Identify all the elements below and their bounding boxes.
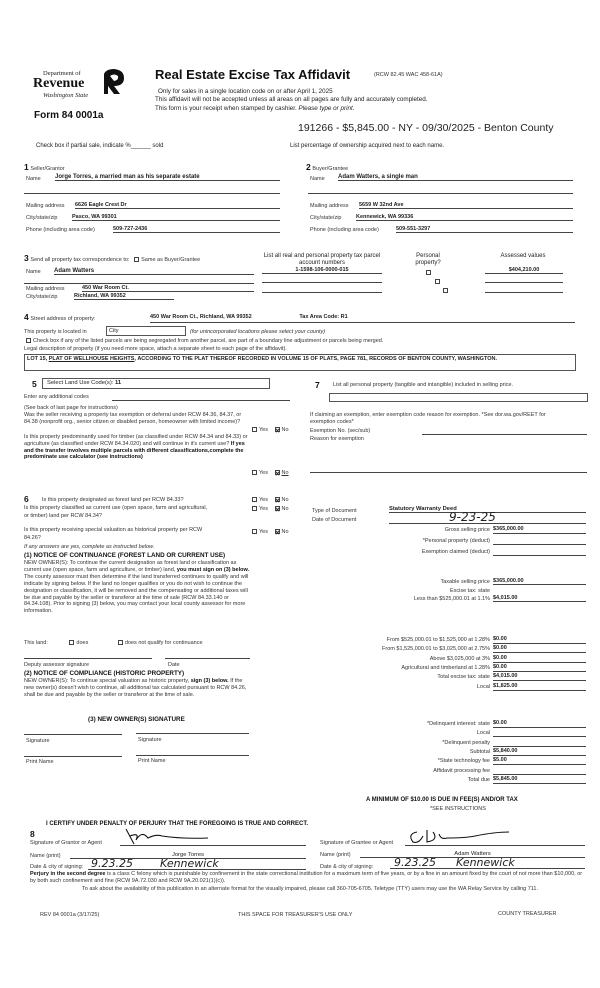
grantor-signing-date: 9.23.25 bbox=[91, 857, 133, 870]
tax-row-field[interactable] bbox=[493, 729, 586, 737]
tax-row-field[interactable]: $5,845.00 bbox=[493, 776, 586, 784]
dor-logo-emblem-icon bbox=[100, 68, 126, 96]
seller-name-label: Name bbox=[26, 176, 41, 182]
tax-row-field[interactable]: $4,015.00 bbox=[493, 673, 586, 681]
grantee-signature-drawing bbox=[405, 826, 515, 846]
correspondence-city-label: City/state/zip bbox=[26, 294, 58, 300]
land-use-code-select[interactable] bbox=[42, 378, 270, 389]
grantee-signing-date: 9.23.25 bbox=[394, 856, 436, 869]
seller-name-line-2[interactable] bbox=[24, 193, 280, 194]
additional-codes-label: Enter any additional codes bbox=[24, 394, 89, 400]
print-name-label-1: Print Name bbox=[26, 759, 54, 765]
grantee-date-city-field[interactable] bbox=[390, 857, 585, 869]
tax-row-field[interactable] bbox=[493, 548, 586, 556]
grantee-signature-label: Signature of Grantee or Agent bbox=[320, 840, 394, 846]
perjury-text: is a class C felony which is punishable by confinement in the state correctional institution for a maximum term of five years, or by a fine in an amount fixed by the court of not more than $10,000, or by both such confinement and fine (RCW 9A.72.030 and RCW 9A.20.021(1)(c)). bbox=[30, 871, 583, 884]
street-address-field[interactable] bbox=[150, 314, 575, 323]
tax-row-field[interactable] bbox=[493, 537, 586, 545]
seller-phone-field[interactable]: 509-727-2436 bbox=[113, 226, 280, 233]
additional-codes-field[interactable] bbox=[112, 400, 290, 401]
tax-calculation bbox=[300, 526, 590, 816]
property-heading bbox=[24, 312, 96, 322]
correspondence-heading bbox=[24, 253, 200, 263]
tax-row-label: Total excise tax: state bbox=[437, 674, 490, 681]
new-owner-signature-field-1[interactable] bbox=[24, 734, 122, 735]
partial-sale-note: Check box if partial sale, indicate %______ sold bbox=[36, 143, 164, 149]
tax-row-field[interactable]: $0.00 bbox=[493, 636, 586, 644]
new-owner-signature-field-2[interactable] bbox=[136, 733, 249, 734]
tax-row-field[interactable]: $1,825.00 bbox=[493, 683, 586, 691]
document-date-field[interactable]: 9-23-25 bbox=[389, 511, 586, 524]
personal-property-checkbox-3[interactable] bbox=[443, 288, 448, 293]
buyer-city-field[interactable]: Kennewick, WA 99336 bbox=[356, 214, 573, 221]
grantee-signing-city: Kennewick bbox=[456, 856, 515, 869]
correspondence-name-line-2[interactable] bbox=[24, 283, 254, 284]
exemption-number-field[interactable] bbox=[422, 434, 587, 435]
property-section-number: 4 bbox=[24, 312, 29, 322]
seller-phone-label: Phone (including area code) bbox=[26, 227, 95, 233]
dor-logo bbox=[30, 68, 130, 104]
this-land-row bbox=[24, 640, 203, 646]
tax-row-label: Total due bbox=[467, 776, 490, 783]
compliance-text-bold: sign (3) below. bbox=[190, 678, 229, 684]
tax-row-label: *Personal property (deduct) bbox=[422, 538, 490, 544]
deputy-date-field[interactable] bbox=[165, 658, 250, 659]
continuance-text-bold: you must sign on (3) below. bbox=[176, 566, 250, 573]
perjury-bold: Perjury in the second degree bbox=[30, 871, 106, 877]
exemption-yes-label: Yes bbox=[259, 427, 268, 433]
grantor-name-label: Name (print) bbox=[30, 853, 61, 859]
buyer-name-line-2[interactable] bbox=[308, 193, 573, 194]
located-in-label: This property is located in bbox=[24, 329, 87, 335]
parcel-field-3[interactable] bbox=[262, 292, 382, 293]
correspondence-city-field[interactable]: Richland, WA 99352 bbox=[74, 293, 174, 300]
does-qualify-checkbox[interactable] bbox=[69, 640, 74, 645]
certify-section-number: 8 bbox=[30, 829, 35, 839]
buyer-city-label: City/state/zip bbox=[310, 215, 342, 221]
same-as-buyer-label: Same as Buyer/Grantee bbox=[141, 257, 201, 263]
seller-section-number: 1 bbox=[24, 162, 29, 172]
segregated-label: Check box if any of the listed parcels are being segregated from another parcel, are part of a boundary line adjustment or parcels being merged. bbox=[33, 338, 384, 344]
logo-line1: Department of bbox=[43, 70, 81, 77]
buyer-phone-field[interactable]: 509-551-3297 bbox=[396, 226, 573, 233]
legal-description-field[interactable] bbox=[24, 354, 576, 371]
segregated-checkbox[interactable] bbox=[26, 338, 31, 343]
this-land-label: This land: bbox=[24, 640, 48, 646]
accessibility-note: To ask about the availability of this publication in an alternate format for the visually impaired, please call 360-705-6705. Teletype (TTY) users may use the WA Relay Service by calling 711. bbox=[81, 886, 539, 892]
document-type-label: Type of Document bbox=[312, 508, 357, 514]
tax-row-label: Local bbox=[476, 683, 490, 690]
deputy-date-label: Date bbox=[168, 662, 180, 668]
grantor-signature-drawing bbox=[122, 826, 212, 846]
document-type-field[interactable]: Statutory Warranty Deed bbox=[389, 506, 586, 513]
taxable-price-field[interactable]: $365,000.00 bbox=[493, 578, 586, 585]
compliance-text-a: NEW OWNER(S): To continue special valuation as historic property, bbox=[24, 678, 191, 684]
tax-row-label: Agricultural and timberland at 1.28% bbox=[401, 664, 490, 671]
historic-no-label: No bbox=[281, 529, 289, 535]
header-note-1: Only for sales in a single location code on or after April 1, 2025 bbox=[158, 88, 333, 95]
timber-question bbox=[24, 434, 250, 461]
assessed-value-field-2[interactable] bbox=[485, 282, 563, 283]
legal-description-label: Legal description of property (if you need more space, attach a separate sheet to each page of the affidavit). bbox=[24, 346, 287, 352]
see-instructions-note: *SEE INSTRUCTIONS bbox=[430, 806, 486, 812]
forest-question: Is this property designated as forest land per RCW 84.33? bbox=[42, 497, 184, 503]
grantor-date-city-field[interactable] bbox=[88, 858, 306, 870]
assessed-values-header: Assessed values bbox=[500, 253, 546, 259]
less-than-field[interactable]: $4,015.00 bbox=[493, 595, 586, 602]
current-use-answer bbox=[252, 506, 289, 512]
correspondence-section-number: 3 bbox=[24, 253, 29, 263]
personal-property-field[interactable] bbox=[329, 393, 588, 402]
signature-label-1: Signature bbox=[26, 738, 50, 744]
tax-row-field[interactable]: $0.00 bbox=[493, 655, 586, 663]
print-name-field-2[interactable] bbox=[136, 755, 249, 756]
historic-answer bbox=[252, 529, 289, 535]
tax-row-label: Gross selling price bbox=[444, 527, 490, 533]
excise-state-label: Excise tax: state bbox=[449, 588, 490, 594]
forest-no-label: No bbox=[281, 497, 289, 503]
parcel-field-2[interactable] bbox=[262, 282, 382, 283]
buyer-name-label: Name bbox=[310, 176, 325, 182]
buyer-name-field[interactable]: Adam Watters, a single man bbox=[338, 174, 573, 181]
exemption-no-checkbox[interactable] bbox=[275, 427, 280, 432]
timber-yes-label: Yes bbox=[259, 470, 268, 476]
tax-row-field[interactable]: $0.00 bbox=[493, 664, 586, 672]
deputy-signature-field[interactable] bbox=[24, 658, 152, 659]
page-title: Real Estate Excise Tax Affidavit bbox=[155, 67, 351, 82]
personal-property-label: List all personal property (tangible and intangible) included in selling price. bbox=[333, 382, 514, 388]
tax-row-field[interactable]: $365,000.00 bbox=[493, 526, 586, 534]
exemption-reason-field[interactable] bbox=[310, 472, 587, 473]
grantee-date-city-label: Date & city of signing: bbox=[320, 864, 374, 870]
personal-property-header: Personal property? bbox=[415, 253, 441, 266]
correspondence-name-label: Name bbox=[26, 269, 41, 275]
exemption-answer bbox=[252, 427, 289, 433]
taxable-price-label: Taxable selling price bbox=[440, 579, 490, 585]
forest-answer bbox=[252, 497, 289, 503]
located-in-note: (for unincorporated locations please select your county) bbox=[190, 329, 326, 335]
form-number: Form 84 0001a bbox=[34, 110, 104, 121]
header-note-2: This affidavit will not be accepted unless all areas on all pages are fully and accurately completed. bbox=[155, 96, 428, 103]
forest-yes-checkbox[interactable] bbox=[252, 497, 257, 502]
ownership-note: List percentage of ownership acquired next to each name. bbox=[290, 143, 445, 149]
tax-row-label: *Delinquent penalty bbox=[442, 739, 490, 746]
historic-yes-checkbox[interactable] bbox=[252, 529, 257, 534]
seller-city-label: City/state/zip bbox=[26, 215, 58, 221]
landuse-section-number: 5 bbox=[32, 379, 37, 389]
minimum-due-note: A MINIMUM OF $10.00 IS DUE IN FEE(S) AND/OR TAX bbox=[366, 797, 518, 803]
grantee-signature-field[interactable] bbox=[405, 826, 585, 846]
segregated-row bbox=[26, 338, 383, 344]
seller-heading-label: Seller/Grantor bbox=[30, 166, 65, 172]
tax-row-field[interactable]: $0.00 bbox=[493, 720, 586, 728]
tax-row-label: Affidavit processing fee bbox=[433, 767, 490, 774]
current-use-no-label: No bbox=[281, 506, 289, 512]
land-use-label: Select Land Use Code(s): bbox=[47, 380, 114, 386]
continuance-text-a: NEW OWNER(S): To continue the current designation as forest land or classification as current use (open space, farm and agriculture, or timber) land, bbox=[24, 560, 237, 573]
correspondence-heading-label: Send all property tax correspondence to: bbox=[30, 257, 130, 263]
grantor-name-field[interactable]: Jorge Torres bbox=[70, 852, 306, 859]
tax-row-field[interactable]: $0.00 bbox=[493, 645, 586, 653]
county-treasurer-label: COUNTY TREASURER bbox=[498, 911, 557, 917]
continuance-text bbox=[24, 560, 254, 615]
seller-name-field[interactable]: Jorge Torres, a married man as his separate estate bbox=[55, 174, 280, 181]
exemption-reason-label: Reason for exemption bbox=[310, 436, 364, 442]
treasurer-space-note: THIS SPACE FOR TREASURER'S USE ONLY bbox=[238, 912, 353, 918]
personal-property-checkbox-1[interactable] bbox=[426, 270, 431, 275]
header-note-3 bbox=[155, 105, 355, 112]
legal-plat: PLAT OF WELLHOUSE HEIGHTS bbox=[48, 356, 135, 362]
grantor-signing-city: Kennewick bbox=[160, 857, 219, 870]
header-note-italic: Please type or print. bbox=[298, 105, 355, 112]
grantee-name-label: Name (print) bbox=[320, 852, 351, 858]
tax-row-field[interactable] bbox=[493, 739, 586, 747]
seller-city-field[interactable]: Pasco, WA 99301 bbox=[72, 214, 280, 221]
tax-row-label: From $1,525,000.01 to $3,025,000 at 2.75% bbox=[382, 646, 490, 653]
deputy-signature-label: Deputy assessor signature bbox=[24, 662, 90, 668]
current-use-question: Is this property classified as current use (open space, farm and agricultural, or timber) land per RCW 84.34? bbox=[24, 505, 208, 519]
tax-row-label: Local bbox=[476, 730, 490, 737]
title-reference: (RCW 82.45 WAC 458-61A) bbox=[374, 72, 443, 78]
assessed-value-field-1[interactable]: $404,210.00 bbox=[485, 267, 563, 274]
does-not-qualify-checkbox[interactable] bbox=[118, 640, 123, 645]
grantee-name-field[interactable]: Adam Watters bbox=[360, 851, 585, 858]
tax-row-label: *Delinquent interest: state bbox=[427, 721, 490, 727]
does-not-qualify-label: does not qualify for continuance bbox=[124, 640, 203, 646]
exemption-no-label: No bbox=[281, 427, 289, 433]
timber-answer bbox=[252, 470, 289, 476]
tax-row-label: From $525,000.01 to $1,525,000 at 1.28% bbox=[386, 637, 490, 643]
street-address-value: 450 War Room Ct., Richland, WA 99352 bbox=[150, 314, 252, 320]
buyer-heading-label: Buyer/Grantee bbox=[312, 166, 349, 172]
buyer-mailing-label: Mailing address bbox=[310, 203, 349, 209]
exemption-code-note: If claiming an exemption, enter exemption code reason for exemption. *See dor.wa.gov/REET for exemption codes* bbox=[310, 412, 546, 425]
tax-row-field[interactable]: $5,840.00 bbox=[493, 748, 586, 756]
seller-mailing-field[interactable]: 6626 Eagle Crest Dr bbox=[75, 202, 280, 209]
does-qualify-label: does bbox=[76, 640, 89, 646]
assessed-value-field-3[interactable] bbox=[485, 292, 563, 293]
print-name-field-1[interactable] bbox=[24, 756, 122, 757]
grantor-signature-label: Signature of Grantor or Agent bbox=[30, 840, 102, 846]
see-back-note: (See back of last page for instructions) bbox=[24, 405, 118, 411]
compliance-title: (2) NOTICE OF COMPLIANCE (HISTORIC PROPERTY) bbox=[24, 670, 185, 677]
timber-question-bold: If yes and the transfer involves multiple parcels with different classifications,complete the predominate use calculator (see instructions) bbox=[24, 440, 245, 461]
tax-row-label: Subtotal bbox=[469, 748, 490, 755]
correspondence-mailing-field[interactable]: 450 War Room Ct. bbox=[82, 285, 254, 292]
current-use-yes-checkbox[interactable] bbox=[252, 506, 257, 511]
timber-no-label: No bbox=[281, 470, 289, 476]
legal-rest: , ACCORDING TO THE PLAT THEREOF RECORDED IN VOLUME 15 OF PLATS, PAGE 781, RECORDS OF BENTON COUNTY, WASHINGTON. bbox=[134, 356, 497, 362]
buyer-section-number: 2 bbox=[306, 162, 311, 172]
land-use-code: 11 bbox=[115, 380, 122, 386]
if-yes-note: If any answers are yes, complete as instructed below. bbox=[24, 544, 155, 550]
parcel-header: List all real and personal property tax parcel account numbers bbox=[263, 253, 381, 266]
less-than-label: Less than $525,000.01 at 1.1% bbox=[413, 596, 490, 602]
new-owner-signature-title: (3) NEW OWNER(S) SIGNATURE bbox=[88, 716, 185, 723]
compliance-text-b: If the new owner(s) doesn't wish to continue, all additional tax calculated pursuant to RCW 84.26, shall be due and payable by the seller or transferor at the time of sale. bbox=[24, 678, 247, 698]
continuance-text-b: The county assessor must then determine if the land transferred continues to qualify and will indicate by signing below. If the land no longer qualifies or you do not wish to continue the designation or classification, it will be removed and the compensating or additional taxes will be due and payable by the seller or transferor at the time of sale (RCW 84.33.140 or 84.34.108). Prior to signing (3) below, you may contact your local county assessor for more information. bbox=[24, 573, 249, 615]
header-note-3-text: This form is your receipt when stamped by cashier. bbox=[155, 105, 297, 112]
tax-row-field[interactable] bbox=[493, 767, 586, 775]
buyer-heading bbox=[306, 162, 348, 172]
perjury-note bbox=[30, 871, 586, 885]
personal-property-checkbox-2[interactable] bbox=[435, 279, 440, 284]
parcel-field-1[interactable]: 1-1598-106-0000-015 bbox=[262, 267, 382, 274]
buyer-phone-label: Phone (including area code) bbox=[310, 227, 379, 233]
print-name-label-2: Print Name bbox=[138, 758, 166, 764]
signature-label-2: Signature bbox=[138, 737, 162, 743]
personal-property-section-number: 7 bbox=[315, 380, 320, 390]
document-date-label: Date of Document bbox=[312, 517, 357, 523]
correspondence-name-field[interactable]: Adam Watters bbox=[54, 268, 254, 275]
historic-yes-label: Yes bbox=[259, 529, 268, 535]
historic-question: Is this property receiving special valuation as historical property per RCW 84.26? bbox=[24, 527, 203, 541]
compliance-text bbox=[24, 678, 254, 699]
certify-statement: I CERTIFY UNDER PENALTY OF PERJURY THAT THE FOREGOING IS TRUE AND CORRECT. bbox=[46, 821, 309, 827]
historic-no-checkbox[interactable] bbox=[275, 529, 280, 534]
timber-question-text: Is this property predominantly used for timber (as classified under RCW 84.34 and 84.33) or agriculture (as classified under RCW 84.34.020) and will continue in it's current use? bbox=[24, 434, 248, 447]
correspondence-mailing-label: Mailing address bbox=[26, 286, 65, 292]
forest-section-number: 6 bbox=[24, 494, 29, 504]
continuance-title: (1) NOTICE OF CONTINUANCE (FOREST LAND OR CURRENT USE) bbox=[24, 552, 226, 559]
forest-yes-label: Yes bbox=[259, 497, 268, 503]
current-use-yes-label: Yes bbox=[259, 506, 268, 512]
seller-heading bbox=[24, 162, 65, 172]
current-use-no-checkbox[interactable] bbox=[275, 506, 280, 511]
form-revision: REV 84 0001a (3/17/25) bbox=[40, 912, 100, 918]
same-as-buyer-checkbox[interactable] bbox=[134, 257, 139, 262]
exemption-question: Was the seller receiving a property tax exemption or deferral under RCW 84.36, 84.37, or 84.38 (nonprofit org., senior citizen or disabled person, homeowner with limited income)? bbox=[24, 412, 242, 425]
logo-line3: Washington State bbox=[43, 92, 89, 99]
tax-row-label: *State technology fee bbox=[437, 758, 490, 765]
exemption-yes-checkbox[interactable] bbox=[252, 427, 257, 432]
timber-yes-checkbox[interactable] bbox=[252, 470, 257, 475]
timber-no-checkbox[interactable] bbox=[275, 470, 280, 475]
tax-row-label: Exemption claimed (deduct) bbox=[421, 549, 490, 555]
grantor-date-city-label: Date & city of signing: bbox=[30, 864, 84, 870]
tax-row-field[interactable]: $5.00 bbox=[493, 757, 586, 765]
grantor-signature-field[interactable] bbox=[120, 826, 306, 846]
seller-mailing-label: Mailing address bbox=[26, 203, 65, 209]
street-address-label: Street address of property: bbox=[30, 316, 96, 322]
tax-row-label: Above $3,025,000 at 3% bbox=[429, 655, 490, 662]
tax-area-code: Tax Area Code: R1 bbox=[299, 314, 348, 320]
forest-no-checkbox[interactable] bbox=[275, 497, 280, 502]
buyer-mailing-field[interactable]: 5659 W 32nd Ave bbox=[359, 202, 573, 209]
receipt-stamp: 191266 - $5,845.00 - NY - 09/30/2025 - Benton County bbox=[298, 122, 554, 134]
located-in-select[interactable]: City bbox=[106, 326, 186, 336]
exemption-number-label: Exemption No. (sec/sub) bbox=[310, 428, 371, 434]
logo-line2: Revenue bbox=[33, 76, 85, 91]
legal-lot: LOT 15, bbox=[27, 356, 49, 362]
